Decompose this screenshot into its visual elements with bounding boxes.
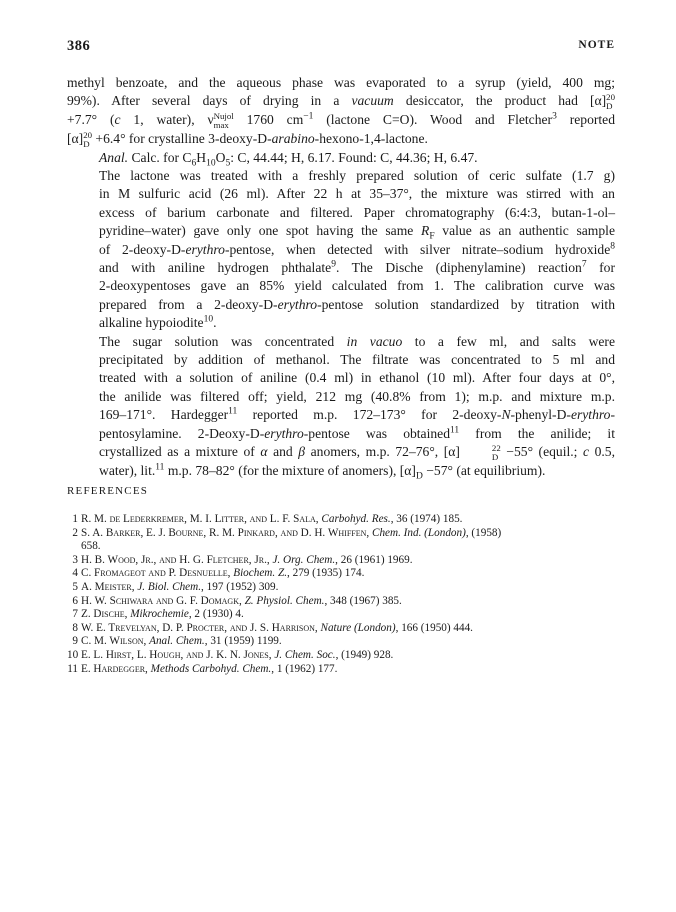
reference-number: 7	[72, 608, 78, 621]
reference-journal: J. Chem. Soc.	[274, 648, 336, 661]
text-line: +7.7° (c 1, water), ν Nujol max 1760 $cm^{-1}$ (lactone C=O). Wood and Fletcher$^3$ reported	[67, 111, 616, 130]
text-line: water), lit.$^{11}$ m.p. 78–82° (for the mixture of anomers), $[\alpha]_D -57^\circ$ (at equilibrium).	[99, 462, 546, 482]
text-line: of 2-deoxy-D-erythro-pentose, when detected with silver nitrate–sodium hydroxide$^8$	[99, 241, 615, 257]
reference-item	[67, 649, 615, 663]
reference-authors: E. Hardegger,	[81, 662, 148, 675]
paragraph-2	[67, 167, 615, 333]
reference-journal: J. Biol. Chem.	[137, 580, 202, 593]
text-line: 99%). After several days of drying in a vacuum desiccator, the product had [α] 20 D	[67, 92, 615, 112]
reference-number: 2	[72, 526, 78, 539]
rotation-scripts: 20 D	[83, 129, 93, 149]
reference-journal: J. Org. Chem.	[272, 553, 336, 566]
references-list	[67, 513, 615, 676]
rotation-scripts: 22 D	[491, 443, 501, 462]
text-line: excess of barium carbonate and filtered. Paper chromatography (6:4:3, butan-1-ol–	[99, 204, 615, 220]
reference-number: 3	[72, 553, 78, 566]
citation-ref: 3	[552, 111, 557, 122]
reference-journal: Biochem. Z.	[233, 567, 287, 580]
reference-number: 8	[72, 621, 78, 634]
reference-continuation: 658.	[81, 540, 101, 553]
reference-details: , (1949) 928.	[335, 648, 394, 661]
reference-number: 11	[67, 662, 78, 675]
reference-item	[67, 595, 615, 609]
text-line: pyridine–water) gave only one spot having the same $R_F$ value as an authentic sample	[99, 223, 615, 242]
reference-item	[67, 581, 615, 595]
reference-journal: Anal. Chem.	[149, 635, 205, 648]
reference-item	[67, 608, 615, 622]
reference-journal: Methods Carbohyd. Chem.	[150, 662, 272, 675]
reference-journal: Chem. Ind. (London)	[371, 526, 466, 539]
text-line: The lactone was treated with a freshly prepared solution of ceric sulfate (1.7 g)	[99, 167, 615, 183]
reference-authors: S. A. Barker, E. J. Bourne, R. M. Pinkard, and D. H. Whiffen,	[81, 526, 370, 539]
text-line: treated with a solution of aniline (0.4 ml) in ethanol (10 ml). After four days at 0°,	[99, 370, 615, 386]
ir-scripts: Nujol max	[213, 111, 234, 130]
reference-journal: Carbohyd. Res.	[321, 513, 391, 525]
text-line: methyl benzoate, and the aqueous phase was evaporated to a syrup (yield, 400 mg;	[67, 75, 615, 90]
reference-item	[67, 527, 615, 554]
text-line: and with aniline hydrogen phthalate$^9$. The Dische (diphenylamine) reaction$^7$ for	[99, 259, 616, 275]
reference-number: 4	[72, 567, 78, 580]
reference-details: , 31 (1959) 1199.	[204, 635, 282, 648]
reference-authors: E. L. Hirst, L. Hough, and J. K. N. Jones,	[81, 648, 272, 661]
text-line: Anal. Calc. for $C_6H_{10}O_5$: C, 44.44; H, 6.17. Found: C, 44.36; H, 6.47.	[99, 149, 478, 169]
reference-number: 6	[72, 594, 78, 607]
reference-details: , 348 (1967) 385.	[324, 594, 402, 607]
reference-journal: Mikrochemie	[130, 608, 189, 621]
page-number: 386	[67, 38, 91, 54]
text-line: in M sulfuric acid (26 ml). After 22 h at 35–37°, the mixture was stirred with an	[99, 186, 615, 202]
text-line: prepared from a 2-deoxy-D-erythro-pentose solution standardized by titration with	[99, 296, 615, 312]
reference-item	[67, 663, 615, 677]
text-line: The sugar solution was concentrated in vacuo to a few ml, and salts were	[99, 333, 615, 349]
text-line: 169–171°. Hardegger$^{11}$ reported m.p. 172–173° for 2-deoxy-N-phenyl-D-erythro-	[99, 406, 615, 423]
reference-details: , 166 (1950) 444.	[395, 621, 473, 634]
reference-number: 10	[67, 648, 79, 661]
reference-journal: Nature (London)	[320, 621, 396, 634]
reference-details: , 1 (1962) 177.	[271, 662, 338, 675]
reference-item	[67, 567, 615, 581]
reference-authors: W. E. Trevelyan, D. P. Procter, and J. S. Harrison,	[81, 621, 318, 634]
reference-authors: H. W. Schiwara and G. F. Domagk,	[81, 594, 242, 607]
page-header	[67, 38, 615, 58]
reference-details: , 2 (1930) 4.	[188, 608, 244, 621]
reference-authors: R. M. de Lederkremer, M. I. Litter, and L. F. Sala,	[81, 513, 319, 525]
references-heading: REFERENCES	[67, 485, 149, 497]
text-line: the anilide was filtered off; yield, 212 mg (40.8% from 1); m.p. and mixture m.p.	[99, 388, 615, 404]
reference-item	[67, 622, 615, 636]
analysis-paragraph	[67, 149, 615, 167]
reference-authors: A. Meister,	[81, 580, 135, 593]
reference-number: 5	[72, 580, 78, 593]
reference-authors: C. M. Wilson,	[81, 635, 147, 648]
paragraph-3	[67, 333, 615, 481]
reference-item	[67, 554, 615, 568]
text-line: 2-deoxypentoses gave an 85% yield calculated from 1. The calibration curve was	[99, 278, 615, 294]
rotation-scripts: 20 D	[606, 92, 615, 112]
reference-details: , (1958)	[465, 526, 502, 539]
reference-number: 9	[72, 635, 78, 648]
reference-details: , 26 (1961) 1969.	[335, 553, 413, 566]
reference-number: 1	[72, 513, 78, 525]
text-line: crystallized as a mixture of α and β anomers, m.p. 72–76°, [α] 22 D −55° (equil.; c 0.5,	[99, 443, 615, 462]
reference-authors: C. Fromageot and P. Desnuelle,	[81, 567, 231, 580]
reference-item	[67, 635, 615, 649]
text-line: alkaline hypoiodite$^{10}$.	[99, 314, 217, 331]
reference-authors: Z. Dische,	[81, 608, 128, 621]
article-body	[67, 74, 615, 480]
reference-item	[67, 513, 615, 527]
text-line: precipitated by addition of methanol. The filtrate was concentrated to 5 ml and	[99, 352, 615, 368]
paragraph-1	[67, 74, 615, 149]
reference-authors: H. B. Wood, Jr., and H. G. Fletcher, Jr.,	[81, 553, 270, 566]
reference-details: , 36 (1974) 185.	[390, 513, 463, 525]
running-head: NOTE	[578, 39, 615, 51]
reference-details: , 197 (1952) 309.	[201, 580, 279, 593]
text-line: pentosylamine. 2-Deoxy-D-erythro-pentose was obtained$^{11}$ from the anilide; it	[99, 425, 615, 441]
reference-details: , 279 (1935) 174.	[287, 567, 365, 580]
reference-journal: Z. Physiol. Chem.	[244, 594, 325, 607]
text-line: [α] 20 D +6.4° for crystalline 3-deoxy-D-arabino-hexono-1,4-lactone.	[67, 129, 428, 149]
